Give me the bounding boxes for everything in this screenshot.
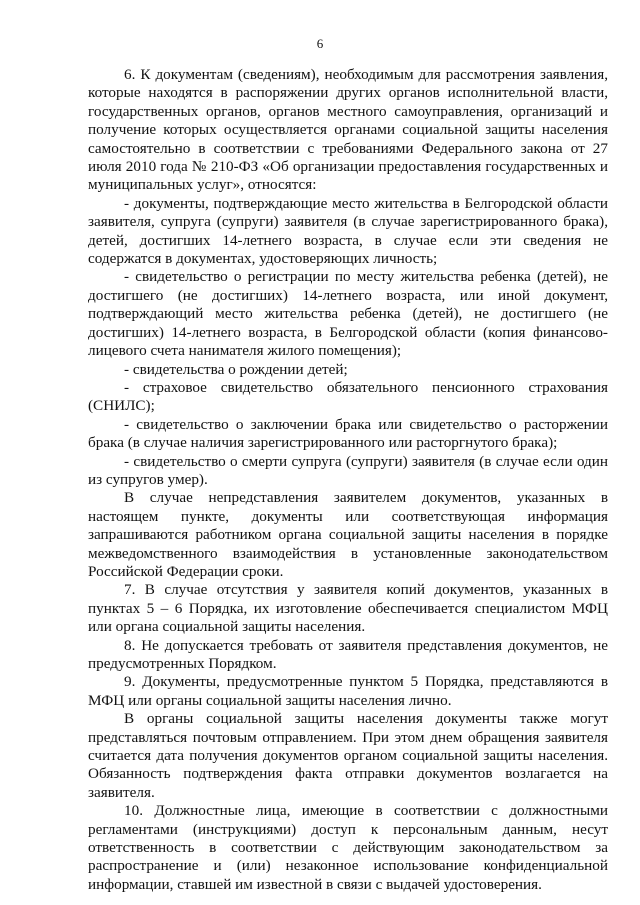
paragraph: В случае непредставления заявителем документов, указанных в настоящем пункте, документы или соответствующая информация запрашиваются работником органа социальной защиты населения в порядке межведомственного взаимодействия в установленные законодательством Российской Федерации сроки. — [88, 489, 608, 580]
paragraph: - свидетельство о регистрации по месту жительства ребенка (детей), не достигшего (не достигших) 14-летнего возраста, или иной документ, подтверждающий место жительства ребенка (детей), не достигшего (не достигших) 14-летнего возраста, в Белгородской области (копия финансово-лицевого счета нанимателя жилого помещения); — [88, 268, 608, 360]
paragraph: 8. Не допускается требовать от заявителя представления документов, не предусмотренных Порядком. — [88, 636, 608, 672]
document-body — [88, 66, 608, 894]
paragraph: 6. К документам (сведениям), необходимым для рассмотрения заявления, которые находятся в распоряжении других органов исполнительной власти, государственных органов, органов местного самоуправления, организаций и получение которых осуществляется органами социальной защиты населения самостоятельно в соответствии с требованиями Федерального закона от 27 июля 2010 года № 210-ФЗ «Об организации предоставления государственных и муниципальных услуг», относятся: — [88, 66, 608, 194]
paragraph: В органы социальной защиты населения документы также могут представляться почтовым отправлением. При этом днем обращения заявителя считается дата получения документов органом социальной защиты населения. Обязанность подтверждения факта отправки документов возлагается на заявителя. — [88, 710, 608, 801]
paragraph: - страховое свидетельство обязательного пенсионного страхования (СНИЛС); — [88, 378, 608, 415]
paragraph: - документы, подтверждающие место жительства в Белгородской области заявителя, супруга (супруги) заявителя (в случае зарегистрированного брака), детей, достигших 14-летнего возраста, в случае если эти сведения не содержатся в документах, удостоверяющих личность; — [88, 194, 608, 268]
paragraph: 9. Документы, предусмотренные пунктом 5 Порядка, представляются в МФЦ или органы социальной защиты населения лично. — [88, 673, 608, 709]
page-number: 6 — [316, 36, 324, 51]
paragraph: 7. В случае отсутствия у заявителя копий документов, указанных в пунктах 5 – 6 Порядка, их изготовление обеспечивается специалистом МФЦ или органа социальной защиты населения. — [88, 581, 608, 636]
paragraph: - свидетельства о рождении детей; — [124, 360, 348, 378]
paragraph: - свидетельство о смерти супруга (супруги) заявителя (в случае если один из супругов умер). — [88, 452, 608, 488]
paragraph: - свидетельство о заключении брака или свидетельство о расторжении брака (в случае наличия зарегистрированного или расторгнутого брака); — [88, 415, 608, 452]
paragraph: 10. Должностные лица, имеющие в соответствии с должностными регламентами (инструкциями) доступ к персональным данным, несут ответственность в соответствии с действующим законодательством за распространение и (или) незаконное использование конфиденциальной информации, ставшей им известной в связи с выдачей удостоверения. — [88, 802, 608, 893]
